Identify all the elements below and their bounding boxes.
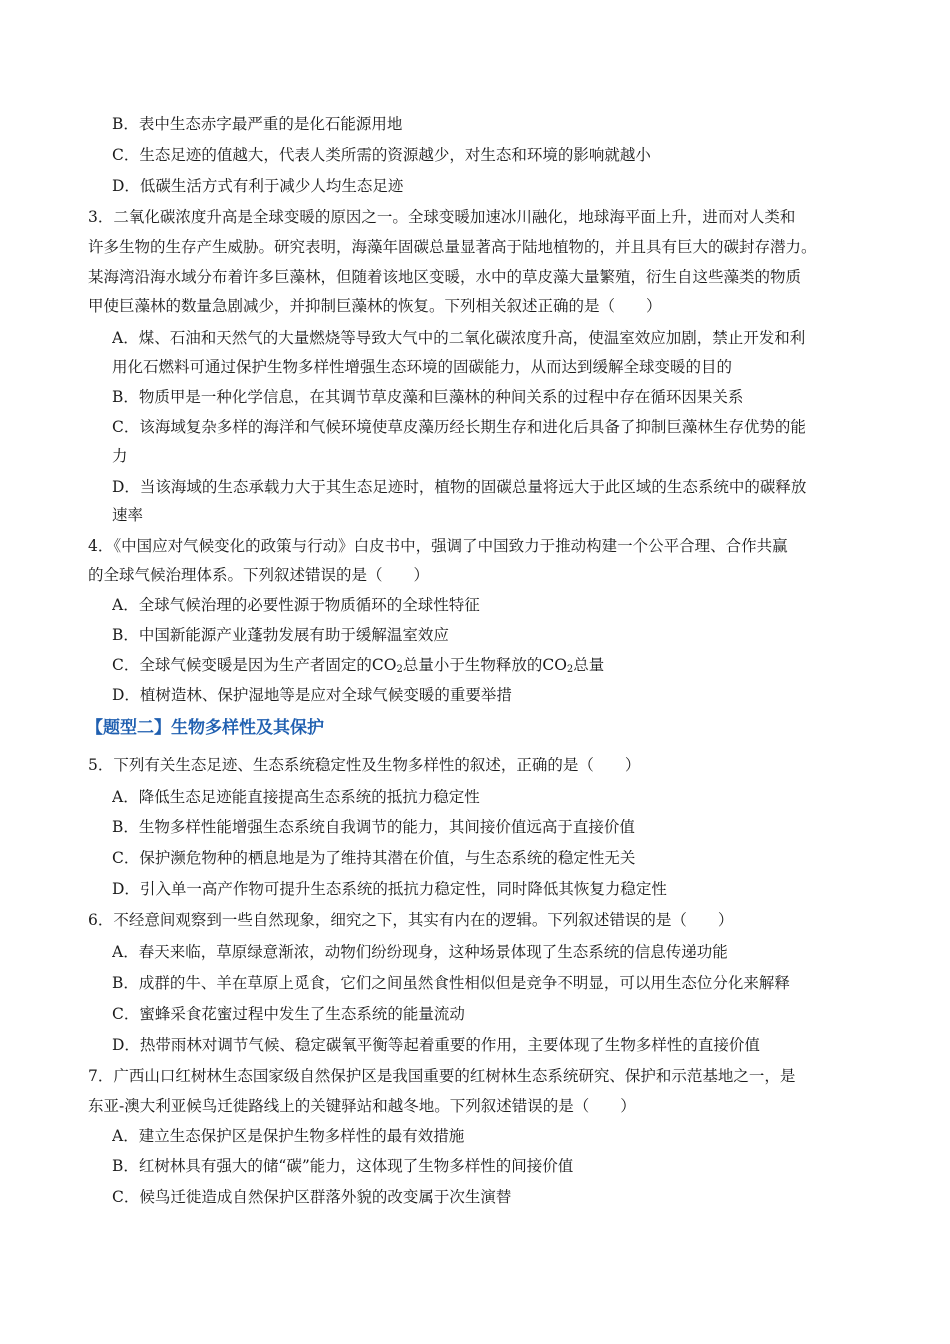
q3-option-c-line-1: C．该海域复杂多样的海洋和气候环境使草皮藻历经长期生存和进化后具备了抑制巨藻林生存优势的能 <box>112 418 806 436</box>
q3-option-a-line-1: A．煤、石油和天然气的大量燃烧等导致大气中的二氧化碳浓度升高，使温室效应加剧，禁止开发和利 <box>112 329 806 347</box>
q4-option-b: B．中国新能源产业蓬勃发展有助于缓解温室效应 <box>112 626 449 644</box>
q6-stem: 6．不经意间观察到一些自然现象，细究之下，其实有内在的逻辑。下列叙述错误的是（ ） <box>88 911 734 929</box>
q5-option-c: C．保护濒危物种的栖息地是为了维持其潜在价值，与生态系统的稳定性无关 <box>112 849 636 867</box>
q3-option-d-line-1: D．当该海域的生态承载力大于其生态足迹时，植物的固碳总量将远大于此区域的生态系统中的碳释放 <box>112 478 807 496</box>
q7-option-a: A．建立生态保护区是保护生物多样性的最有效措施 <box>112 1127 465 1145</box>
q5-option-a: A．降低生态足迹能直接提高生态系统的抵抗力稳定性 <box>112 788 480 806</box>
q4-stem-line-2: 的全球气候治理体系。下列叙述错误的是（ ） <box>88 566 430 584</box>
co2-formula-1: CO <box>371 656 397 674</box>
q2-option-b: B．表中生态赤字最严重的是化石能源用地 <box>112 115 403 133</box>
q7-stem-line-2: 东亚-澳大利亚候鸟迁徙路线上的关键驿站和越冬地。下列叙述错误的是（ ） <box>88 1097 636 1115</box>
q6-option-a: A．春天来临，草原绿意渐浓，动物们纷纷现身，这种场景体现了生态系统的信息传递功能 <box>112 943 728 961</box>
q4-option-c-text-1: C．全球气候变暖是因为生产者固定的 <box>112 656 372 674</box>
q4-option-c-text-2: 总量小于生物释放的 <box>402 656 543 674</box>
q3-option-b: B．物质甲是一种化学信息，在其调节草皮藻和巨藻林的种间关系的过程中存在循环因果关系 <box>112 388 744 406</box>
q3-stem-line-2: 许多生物的生存产生威胁。研究表明，海藻年固碳总量显著高于陆地植物的，并且具有巨大的碳封存潜力。 <box>88 238 817 256</box>
q6-option-c: C．蜜蜂采食花蜜过程中发生了生态系统的能量流动 <box>112 1005 465 1023</box>
q3-option-c-line-2: 力 <box>112 447 128 465</box>
q5-option-d: D．引入单一高产作物可提升生态系统的抵抗力稳定性，同时降低其恢复力稳定性 <box>112 880 667 898</box>
q3-stem-line-4: 甲使巨藻林的数量急剧减少，并抑制巨藻林的恢复。下列相关叙述正确的是（ ） <box>88 297 662 315</box>
q4-option-d: D．植树造林、保护湿地等是应对全球气候变暖的重要举措 <box>112 686 512 704</box>
q6-option-b: B．成群的牛、羊在草原上觅食，它们之间虽然食性相似但是竞争不明显，可以用生态位分化来解释 <box>112 974 790 992</box>
co2-subscript-2: 2 <box>566 664 574 675</box>
q3-option-a-line-2: 用化石燃料可通过保护生物多样性增强生态环境的固碳能力，从而达到缓解全球变暖的目的 <box>112 358 733 376</box>
q2-option-c: C．生态足迹的值越大，代表人类所需的资源越少，对生态和环境的影响就越小 <box>112 146 651 164</box>
q4-option-a: A．全球气候治理的必要性源于物质循环的全球性特征 <box>112 596 480 614</box>
q2-option-d: D．低碳生活方式有利于减少人均生态足迹 <box>112 177 404 195</box>
q6-option-d: D．热带雨林对调节气候、稳定碳氧平衡等起着重要的作用，主要体现了生物多样性的直接价值 <box>112 1036 760 1054</box>
q7-option-c: C．候鸟迁徙造成自然保护区群落外貌的改变属于次生演替 <box>112 1188 512 1206</box>
co2-formula-2: CO <box>542 656 567 674</box>
q3-stem-line-1: 3．二氧化碳浓度升高是全球变暖的原因之一。全球变暖加速冰川融化，地球海平面上升，进而对人类和 <box>88 208 796 226</box>
q4-option-c <box>112 654 878 676</box>
section-heading: 【题型二】生物多样性及其保护 <box>86 718 324 738</box>
q5-option-b: B．生物多样性能增强生态系统自我调节的能力，其间接价值远高于直接价值 <box>112 818 635 836</box>
q4-stem-line-1: 4．《中国应对气候变化的政策与行动》白皮书中，强调了中国致力于推动构建一个公平合理、合作共赢 <box>88 537 788 555</box>
q4-option-c-text-3: 总量 <box>573 656 605 674</box>
q7-option-b: B．红树林具有强大的储“碳”能力，这体现了生物多样性的间接价值 <box>112 1157 574 1175</box>
q3-stem-line-3: 某海湾沿海水域分布着许多巨藻林，但随着该地区变暖，水中的草皮藻大量繁殖，衍生自这些藻类的物质 <box>88 268 802 286</box>
q7-stem-line-1: 7．广西山口红树林生态国家级自然保护区是我国重要的红树林生态系统研究、保护和示范基地之一，是 <box>88 1067 796 1085</box>
q3-option-d-line-2: 速率 <box>112 506 144 524</box>
co2-subscript-1: 2 <box>396 664 403 675</box>
q5-stem: 5．下列有关生态足迹、生态系统稳定性及生物多样性的叙述，正确的是（ ） <box>88 756 641 774</box>
